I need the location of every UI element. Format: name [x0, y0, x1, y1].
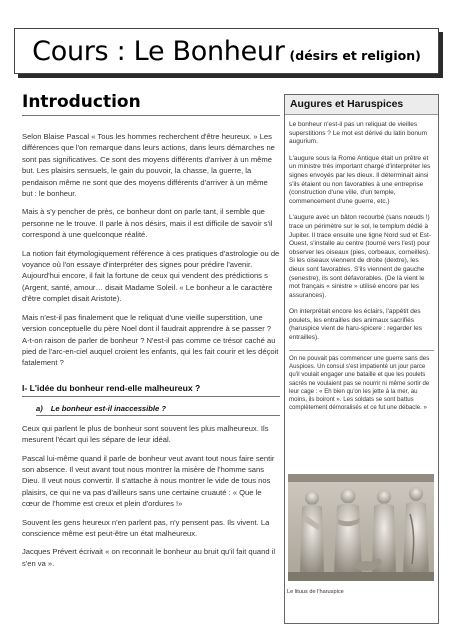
sidebar-paragraph: Le bonheur n'est-il pas un reliquat de vieilles superstitions ? Le mot est dérivé du latin bonum augurium.: [289, 121, 428, 146]
sidebar-note: On ne pouvait pas commencer une guerre sans des Auspices. Un consul s'est impatienté un jour parce qu'il voulait engager une bataille et que les poulets sacrés ne voulaient pas se nourrir ni même sortir de leur cage : « Eh bien qu'on les jette à la mer, au moins, ils boiront ». Les soldats se sont battus complètement démoralisés et ce fut une débacle. »: [289, 354, 430, 412]
subsection-label: Le bonheur est-il inaccessible ?: [50, 403, 166, 413]
section-paragraph: Ceux qui parlent le plus de bonheur sont souvent les plus malheureux. Ils mesurent l'écart qui les sépare de leur idéal.: [22, 423, 269, 445]
subsection-number: a): [36, 403, 43, 413]
section-paragraph: Souvent les gens heureux n'en parlent pas, n'y pensent pas. Ils vivent. La conscience même est peut-être un état malheureux.: [22, 517, 270, 538]
sidebar-paragraph: On interprétait encore les éclairs, l'appétit des poulets, les entrailles des animaux sacrifiés (haruspice vient de haru-spicere : regarder les entrailles).: [289, 308, 422, 342]
page-title: Cours : Le Bonheur: [32, 35, 285, 67]
section-paragraph: Jacques Prévert écrivait « on reconnait le bonheur au bruit qu'il fait quand il s'en va ».: [22, 547, 276, 568]
main-column: [22, 92, 280, 569]
intro-paragraph: Mais n'est-il pas finalement que le reliquat d'une vieille superstition, une version conceptuelle du père Noel dont il faudrait apprendre à se passer ? A-t-on raison de parler de bonheur ? N'est-il pas comme ce trésor caché au pied de l'arc-en-ciel auquel croient les enfants, qui les fait courir et les déçoit fatalement ?: [22, 312, 279, 368]
page-subtitle: (désirs et religion): [289, 47, 421, 63]
intro-paragraph: Selon Blaise Pascal « Tous les hommes recherchent d'être heureux. » Les différences que l'on remarque dans leurs actions, dans leurs démarches ne sont pas significatives. Ce sont des moyens différents d'arriver à un même but. Les plaisirs sensuels, le gain du pouvoir, la chasse, la guerre, la pendaison même ne sont que des moyens différents d'arriver à un même but : le bonheur.: [22, 132, 275, 199]
intro-paragraph: Mais à s'y pencher de près, ce bonheur dont on parle tant, il semble que personne ne le trouve. Il parle à nos désirs, mais il est difficile de savoir s'il correspond à une quelconque réalité.: [22, 207, 273, 240]
sidebar-heading: Augures et Haruspices: [285, 95, 438, 115]
intro-paragraph: La notion fait étymologiquement référence à ces pratiques d'astrologie ou de voyance où l'on essaye d'interpréter des signes pour prédire l'avenir. Aujourd'hui encore, il fait la fortune de ceux qui vendent des prédictions s (Argent, santé, amour… disait Madame Soleil. « Le bonheur a le caractère d'être complet disait Aristote).: [22, 248, 280, 304]
sidebar-paragraph: L'augure avec un bâton recourbé (sans nœuds !) trace un périmètre sur le sol, le templum dédié à Jupiter. Il trace ensuite une ligne Nord sud et Est-Ouest, s'installe au centre (tourné vers l'est) pour observer les oiseaux (pies, corbeaux, corneilles). Si les oiseaux viennent de droite (dextre), les dieux sont favorables. S'ils viennent de gauche (senestre), ils sont défavorables. (De là vient le mot français « sinistre » utilisé encore par les assurances).: [289, 214, 431, 299]
section-paragraph: Pascal lui-même quand il parle de bonheur veut avant tout nous faire sentir son absence. Il veut avant tout nous montrer la misère de l'homme sans Dieu. Il veut nous convertir. Il s'attache à nous montrer le vide de tous nos plaisirs, ce qui ne va pas d'ailleurs sans une certaine cruauté : « Que le cœur de l'homme est creux et plein d'ordures !»: [22, 453, 275, 509]
title-box: [14, 28, 439, 74]
sidebar-text: [285, 121, 438, 413]
section-heading: I- L'idée du bonheur rend-elle malheureux ?: [22, 383, 280, 397]
subsection-heading: [36, 404, 280, 416]
sidebar-paragraph: L'augure sous la Rome Antique était un prêtre et un ministre très important chargé d'interpréter les signes envoyés par les dieux. Il déterminait ainsi s'ils étaient ou non favorables à une entreprise (construction d'une ville, d'un temple, commencement d'une guerre, etc.): [289, 154, 431, 205]
intro-heading: Introduction: [22, 92, 280, 116]
relief-image: [288, 474, 434, 581]
sidebar-divider: [289, 350, 434, 351]
image-caption: Le lituus de l'haruspice: [287, 589, 344, 595]
